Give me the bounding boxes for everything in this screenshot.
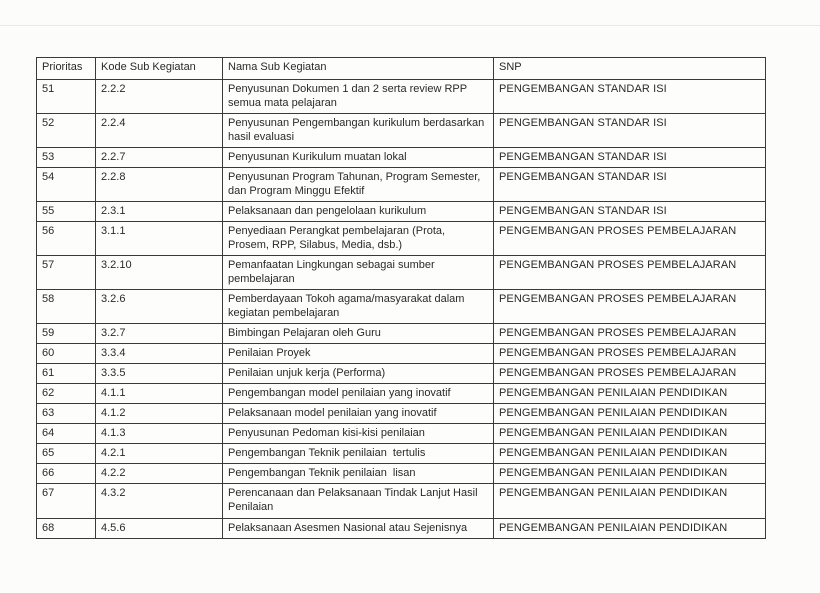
cell-prioritas: 60 [37,344,96,364]
cell-snp: PENGEMBANGAN PROSES PEMBELAJARAN [494,256,766,290]
cell-prioritas: 53 [37,148,96,168]
cell-snp: PENGEMBANGAN STANDAR ISI [494,114,766,148]
cell-snp: PENGEMBANGAN STANDAR ISI [494,148,766,168]
cell-kode-sub-kegiatan: 4.2.2 [96,464,223,484]
cell-nama-sub-kegiatan: Penyusunan Pengembangan kurikulum berdasarkan hasil evaluasi [223,114,494,148]
table-row [37,464,766,484]
cell-snp: PENGEMBANGAN PENILAIAN PENDIDIKAN [494,464,766,484]
cell-kode-sub-kegiatan: 3.2.6 [96,290,223,324]
cell-prioritas: 67 [37,484,96,519]
column-header-prioritas: Prioritas [37,58,96,80]
cell-nama-sub-kegiatan: Pelaksanaan dan pengelolaan kurikulum [223,202,494,222]
cell-kode-sub-kegiatan: 3.1.1 [96,222,223,256]
cell-prioritas: 55 [37,202,96,222]
cell-nama-sub-kegiatan: Penyusunan Program Tahunan, Program Semester, dan Program Minggu Efektif [223,168,494,202]
column-header-snp: SNP [494,58,766,80]
cell-snp: PENGEMBANGAN PROSES PEMBELAJARAN [494,222,766,256]
sub-kegiatan-table [36,57,766,539]
cell-snp: PENGEMBANGAN PENILAIAN PENDIDIKAN [494,519,766,539]
cell-kode-sub-kegiatan: 2.2.2 [96,80,223,114]
cell-nama-sub-kegiatan: Pengembangan Teknik penilaian lisan [223,464,494,484]
table-row [37,404,766,424]
cell-nama-sub-kegiatan: Penilaian Proyek [223,344,494,364]
cell-nama-sub-kegiatan: Pengembangan model penilaian yang inovatif [223,384,494,404]
cell-kode-sub-kegiatan: 3.2.10 [96,256,223,290]
cell-nama-sub-kegiatan: Pelaksanaan model penilaian yang inovatif [223,404,494,424]
table-row [37,114,766,148]
table-row [37,324,766,344]
cell-nama-sub-kegiatan: Pelaksanaan Asesmen Nasional atau Sejenisnya [223,519,494,539]
cell-prioritas: 61 [37,364,96,384]
cell-kode-sub-kegiatan: 4.1.3 [96,424,223,444]
table-row [37,444,766,464]
table-body [37,80,766,539]
cell-snp: PENGEMBANGAN PENILAIAN PENDIDIKAN [494,384,766,404]
cell-prioritas: 59 [37,324,96,344]
cell-prioritas: 65 [37,444,96,464]
cell-snp: PENGEMBANGAN PROSES PEMBELAJARAN [494,364,766,384]
table-row [37,364,766,384]
table-row [37,168,766,202]
cell-kode-sub-kegiatan: 3.2.7 [96,324,223,344]
cell-prioritas: 62 [37,384,96,404]
cell-kode-sub-kegiatan: 3.3.5 [96,364,223,384]
cell-kode-sub-kegiatan: 4.1.2 [96,404,223,424]
cell-kode-sub-kegiatan: 4.5.6 [96,519,223,539]
cell-prioritas: 68 [37,519,96,539]
cell-nama-sub-kegiatan: Penyusunan Dokumen 1 dan 2 serta review RPP semua mata pelajaran [223,80,494,114]
cell-prioritas: 54 [37,168,96,202]
table-row [37,80,766,114]
cell-prioritas: 56 [37,222,96,256]
table-row [37,290,766,324]
cell-kode-sub-kegiatan: 2.3.1 [96,202,223,222]
cell-snp: PENGEMBANGAN STANDAR ISI [494,80,766,114]
cell-prioritas: 51 [37,80,96,114]
cell-prioritas: 58 [37,290,96,324]
cell-kode-sub-kegiatan: 4.2.1 [96,444,223,464]
cell-kode-sub-kegiatan: 2.2.4 [96,114,223,148]
table-row [37,484,766,519]
cell-snp: PENGEMBANGAN PROSES PEMBELAJARAN [494,290,766,324]
cell-nama-sub-kegiatan: Penilaian unjuk kerja (Performa) [223,364,494,384]
cell-snp: PENGEMBANGAN STANDAR ISI [494,168,766,202]
cell-nama-sub-kegiatan: Pengembangan Teknik penilaian tertulis [223,444,494,464]
cell-prioritas: 52 [37,114,96,148]
cell-snp: PENGEMBANGAN PENILAIAN PENDIDIKAN [494,444,766,464]
cell-nama-sub-kegiatan: Penyusunan Kurikulum muatan lokal [223,148,494,168]
cell-snp: PENGEMBANGAN PENILAIAN PENDIDIKAN [494,424,766,444]
table-row [37,148,766,168]
cell-nama-sub-kegiatan: Penyediaan Perangkat pembelajaran (Prota, Prosem, RPP, Silabus, Media, dsb.) [223,222,494,256]
table-row [37,424,766,444]
cell-snp: PENGEMBANGAN PROSES PEMBELAJARAN [494,324,766,344]
cell-snp: PENGEMBANGAN PENILAIAN PENDIDIKAN [494,404,766,424]
scan-artifact-line [0,25,820,26]
table-row [37,202,766,222]
cell-snp: PENGEMBANGAN PENILAIAN PENDIDIKAN [494,484,766,519]
cell-kode-sub-kegiatan: 2.2.8 [96,168,223,202]
table-row [37,344,766,364]
cell-snp: PENGEMBANGAN STANDAR ISI [494,202,766,222]
table-row [37,519,766,539]
cell-nama-sub-kegiatan: Pemberdayaan Tokoh agama/masyarakat dalam kegiatan pembelajaran [223,290,494,324]
cell-nama-sub-kegiatan: Pemanfaatan Lingkungan sebagai sumber pembelajaran [223,256,494,290]
column-header-nama-sub-kegiatan: Nama Sub Kegiatan [223,58,494,80]
table-header-row [37,58,766,80]
cell-kode-sub-kegiatan: 4.1.1 [96,384,223,404]
table-row [37,256,766,290]
column-header-kode-sub-kegiatan: Kode Sub Kegiatan [96,58,223,80]
cell-nama-sub-kegiatan: Penyusunan Pedoman kisi-kisi penilaian [223,424,494,444]
table-row [37,384,766,404]
cell-prioritas: 63 [37,404,96,424]
cell-kode-sub-kegiatan: 3.3.4 [96,344,223,364]
cell-snp: PENGEMBANGAN PROSES PEMBELAJARAN [494,344,766,364]
cell-prioritas: 66 [37,464,96,484]
cell-prioritas: 57 [37,256,96,290]
cell-prioritas: 64 [37,424,96,444]
table-row [37,222,766,256]
cell-nama-sub-kegiatan: Bimbingan Pelajaran oleh Guru [223,324,494,344]
cell-kode-sub-kegiatan: 2.2.7 [96,148,223,168]
cell-kode-sub-kegiatan: 4.3.2 [96,484,223,519]
cell-nama-sub-kegiatan: Perencanaan dan Pelaksanaan Tindak Lanjut Hasil Penilaian [223,484,494,519]
